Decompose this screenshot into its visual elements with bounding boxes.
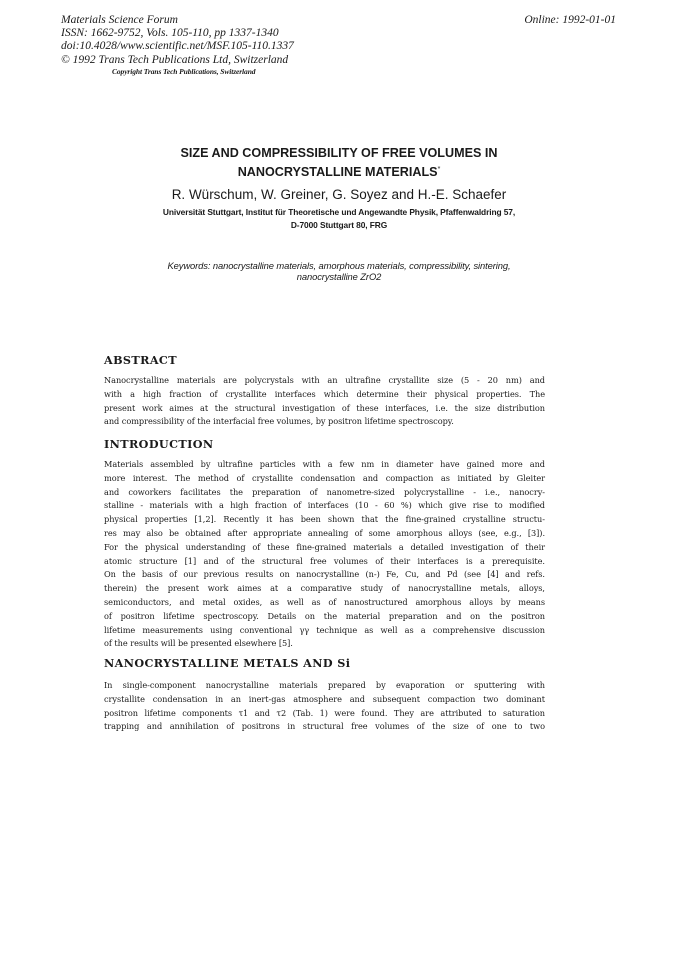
keywords-line-1: Keywords: nanocrystalline materials, amorphous materials, compressibility, sintering,	[167, 260, 511, 271]
introduction-line: atomic structure [1] and of the structural free volumes of their interfaces is a prerequisite.	[104, 555, 545, 566]
title-line-1: SIZE AND COMPRESSIBILITY OF FREE VOLUMES IN	[180, 146, 498, 160]
affiliation-line-2: D-7000 Stuttgart 80, FRG	[290, 219, 388, 230]
introduction-line: therein) the present work aimes at a comparative study of nanocrystalline metals, alloys,	[104, 583, 545, 594]
affiliation	[0, 206, 678, 231]
title-footnote-mark: *	[437, 165, 441, 173]
introduction-line: of the results will be presented elsewhere [5].	[104, 638, 293, 649]
authors: R. Würschum, W. Greiner, G. Soyez and H.-E. Schaefer	[171, 187, 507, 202]
introduction-line: res may also be obtained after appropriate annealing of some amorphous alloys (see, e.g., [3]).	[104, 527, 545, 538]
issn-line: ISSN: 1662-9752, Vols. 105-110, pp 1337-1340	[61, 27, 279, 40]
publisher-line: © 1992 Trans Tech Publications Ltd, Switzerland	[61, 53, 289, 66]
title-line-2-text: NANOCRYSTALLINE MATERIALS	[237, 164, 438, 179]
introduction-body	[104, 458, 545, 651]
abstract-line: present work aimes at the structural investigation of these interfaces, i.e. the size distribution	[104, 402, 545, 413]
metals-line: positron lifetime components τ1 and τ2 (Tab. 1) were found. They are attributed to saturation	[104, 707, 545, 718]
metals-heading: NANOCRYSTALLINE METALS AND Si	[104, 656, 351, 670]
metals-line: crystallite condensation in an inert-gas atmosphere and subsequent compaction two dominant	[104, 693, 545, 704]
abstract-body	[104, 374, 545, 429]
introduction-line: and coworkers facilitates the preparation of nanometre-sized polycrystalline - i.e., nanocry-	[104, 486, 545, 497]
copyright-notice: Copyright Trans Tech Publications, Switzerland	[112, 67, 256, 76]
introduction-heading: INTRODUCTION	[104, 437, 214, 451]
metals-body	[104, 679, 545, 734]
introduction-line: physical properties [1,2]. Recently it has been shown that the fine-grained crystalline structu-	[104, 514, 545, 525]
introduction-line: lifetime measurements using conventional γγ technique as well as a comprehensive discussion	[104, 624, 545, 635]
title-line-2	[0, 162, 678, 181]
abstract-line: and compressibility of the interfacial free volumes, by positron lifetime spectroscopy.	[104, 416, 454, 427]
metals-line: In single-component nanocrystalline materials prepared by evaporation or sputtering with	[104, 680, 545, 690]
journal-name: Materials Science Forum	[61, 14, 178, 26]
metals-line: trapping and annihilation of positrons in structural free volumes of the size of one to two	[104, 721, 545, 732]
online-date: Online: 1992-01-01	[524, 14, 616, 26]
introduction-line: On the basis of our previous results on nanocrystalline (n-) Fe, Cu, and Pd (see [4] and refs.	[104, 569, 545, 580]
abstract-line: with a high fraction of crystallite interfaces which determine their physical properties. The	[104, 388, 545, 399]
abstract-heading: ABSTRACT	[104, 353, 177, 367]
introduction-line: stalline - materials with a high fraction of interfaces (10 - 60 %) which give rise to modified	[104, 500, 545, 511]
introduction-line: more interest. The method of crystallite condensation and compaction as initiated by Gleiter	[104, 472, 545, 483]
introduction-line: Materials assembled by ultrafine particles with a few nm in diameter have gained more and	[104, 459, 545, 469]
paper-title	[0, 146, 678, 180]
doi-line: doi:10.4028/www.scientific.net/MSF.105-110.1337	[61, 40, 294, 53]
affiliation-line-1: Universität Stuttgart, Institut für Theoretische und Angewandte Physik, Pfaffenwaldring 57,	[162, 207, 516, 217]
introduction-line: For the physical understanding of these fine-grained materials a detailed investigation of their	[104, 541, 545, 552]
journal-info	[61, 14, 294, 67]
abstract-line: Nanocrystalline materials are polycrystals with an ultrafine crystallite size (5 - 20 nm) and	[104, 375, 545, 385]
introduction-line: semiconductors, and metal oxides, as well as of nanostructured amorphous alloys by means	[104, 596, 545, 607]
keywords	[0, 260, 678, 282]
keywords-line-2: nanocrystalline ZrO2	[296, 271, 382, 282]
introduction-line: of positron lifetime spectroscopy. Details on the material preparation and on the positron	[104, 610, 545, 621]
